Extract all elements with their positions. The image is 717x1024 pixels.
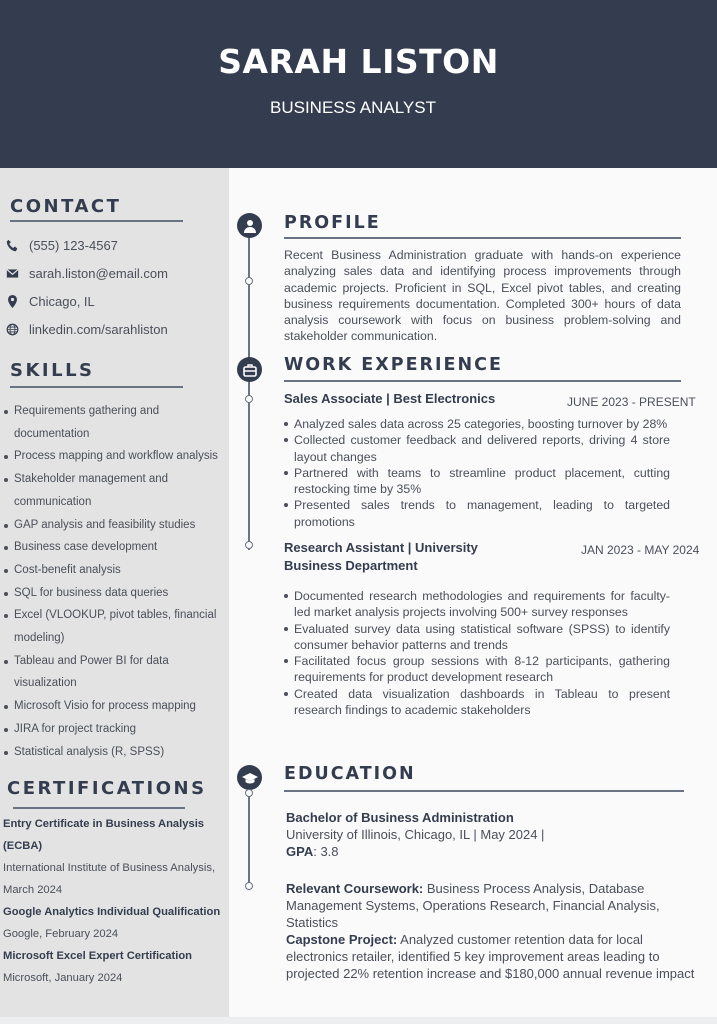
skill-item: Stakeholder management and communication xyxy=(4,468,224,513)
certifications-heading: CERTIFICATIONS xyxy=(7,778,207,799)
header xyxy=(0,0,717,168)
candidate-name: SARAH LISTON xyxy=(218,42,499,81)
skill-item: SQL for business data queries xyxy=(4,582,224,605)
divider xyxy=(284,380,681,382)
contact-linkedin xyxy=(6,322,168,337)
briefcase-icon xyxy=(237,357,262,382)
skill-item: Statistical analysis (R, SPSS) xyxy=(4,741,224,764)
location-text: Chicago, IL xyxy=(29,294,95,309)
certifications-list xyxy=(3,813,227,989)
bullet: Collected customer feedback and delivered reports, driving 4 store layout changes xyxy=(284,432,670,465)
gpa-label: GPA xyxy=(286,844,314,859)
graduation-cap-icon xyxy=(237,765,262,790)
user-icon xyxy=(237,213,262,238)
contact-email xyxy=(6,266,168,281)
gpa: : 3.8 xyxy=(313,844,339,859)
timeline-line xyxy=(248,788,250,890)
skill-item: Tableau and Power BI for data visualization xyxy=(4,650,224,695)
contact-heading: CONTACT xyxy=(10,196,122,217)
timeline-dot xyxy=(245,789,253,797)
bullet: Presented sales trends to management, leading to targeted promotions xyxy=(284,497,670,530)
skill-item: Business case development xyxy=(4,536,224,559)
phone-icon xyxy=(6,239,19,252)
email-text: sarah.liston@email.com xyxy=(29,266,168,281)
coursework: Relevant Coursework: Business Process Analysis, Database Management Systems, Operations Research, Financial Analysis, Statistics xyxy=(286,881,660,930)
job-date: JUNE 2023 - PRESENT xyxy=(567,395,696,409)
contact-location xyxy=(6,294,95,309)
skills-list xyxy=(4,400,224,763)
contact-phone xyxy=(6,238,118,253)
timeline-dot xyxy=(245,882,253,890)
cert-item: Google Analytics Individual Qualification Google, February 2024 xyxy=(3,906,221,940)
job-title: Research Assistant | University Business Department xyxy=(284,540,478,573)
divider xyxy=(10,386,183,388)
profile-heading: PROFILE xyxy=(284,213,381,233)
divider xyxy=(284,790,684,792)
sidebar xyxy=(0,168,229,1017)
divider xyxy=(284,237,681,239)
skill-item: Microsoft Visio for process mapping xyxy=(4,695,224,718)
profile-text: Recent Business Administration graduate with hands-on experience analyzing sales data and identifying process improvements through academic projects. Proficient in SQL, Excel pivot tables, and creating business requirements documentation. Completed 300+ hours of data analysis coursework with focus on business problem-solving and stakeholder communication. xyxy=(284,248,681,344)
school: University of Illinois, Chicago, IL | May 2024 | xyxy=(286,827,545,842)
work-heading: WORK EXPERIENCE xyxy=(284,355,503,375)
bullet: Analyzed sales data across 25 categories, boosting turnover by 28% xyxy=(284,416,670,432)
timeline-line xyxy=(248,237,250,367)
bullet: Facilitated focus group sessions with 8-12 participants, gathering requirements for product development research xyxy=(284,653,670,686)
timeline-dot xyxy=(245,541,253,549)
cert-item: Entry Certificate in Business Analysis (ECBA) International Institute of Business Analysis, March 2024 xyxy=(3,818,216,896)
bullet: Partnered with teams to streamline product placement, cutting restocking time by 35% xyxy=(284,465,670,498)
capstone: Capstone Project: Analyzed customer retention data for local electronics retailer, identified 5 key improvement areas leading to projected 22% retention increase and $180,000 annual revenue impact xyxy=(286,932,695,981)
degree: Bachelor of Business Administration xyxy=(286,810,514,825)
skill-item: Requirements gathering and documentation xyxy=(4,400,224,445)
job-title: BUSINESS ANALYST xyxy=(270,98,436,117)
divider xyxy=(13,807,185,809)
education-heading: EDUCATION xyxy=(284,764,416,784)
timeline-line xyxy=(248,380,250,550)
skill-item: Excel (VLOOKUP, pivot tables, financial modeling) xyxy=(4,604,224,649)
bullet: Evaluated survey data using statistical software (SPSS) to identify consumer behavior patterns and trends xyxy=(284,621,670,654)
globe-icon xyxy=(6,323,19,336)
skill-item: Cost-benefit analysis xyxy=(4,559,224,582)
education-degree-block xyxy=(286,809,686,860)
phone-text: (555) 123-4567 xyxy=(29,238,118,253)
skill-item: GAP analysis and feasibility studies xyxy=(4,514,224,537)
job-title: Sales Associate | Best Electronics xyxy=(284,391,496,406)
bullet: Documented research methodologies and requirements for faculty-led market analysis projects involving 500+ survey responses xyxy=(284,588,670,621)
envelope-icon xyxy=(6,267,19,280)
cert-item: Microsoft Excel Expert Certification Microsoft, January 2024 xyxy=(3,950,192,984)
job-bullets xyxy=(284,416,670,530)
skills-heading: SKILLS xyxy=(10,360,95,381)
timeline-dot xyxy=(245,395,253,403)
job-bullets xyxy=(284,588,670,718)
linkedin-link[interactable]: linkedin.com/sarahliston xyxy=(29,322,168,337)
map-pin-icon xyxy=(6,295,19,308)
divider xyxy=(10,220,183,222)
bullet: Created data visualization dashboards in Tableau to present research findings to academic stakeholders xyxy=(284,686,670,719)
job-date: JAN 2023 - MAY 2024 xyxy=(581,543,700,557)
skill-item: JIRA for project tracking xyxy=(4,718,224,741)
skill-item: Process mapping and workflow analysis xyxy=(4,445,224,468)
timeline-dot xyxy=(245,277,253,285)
